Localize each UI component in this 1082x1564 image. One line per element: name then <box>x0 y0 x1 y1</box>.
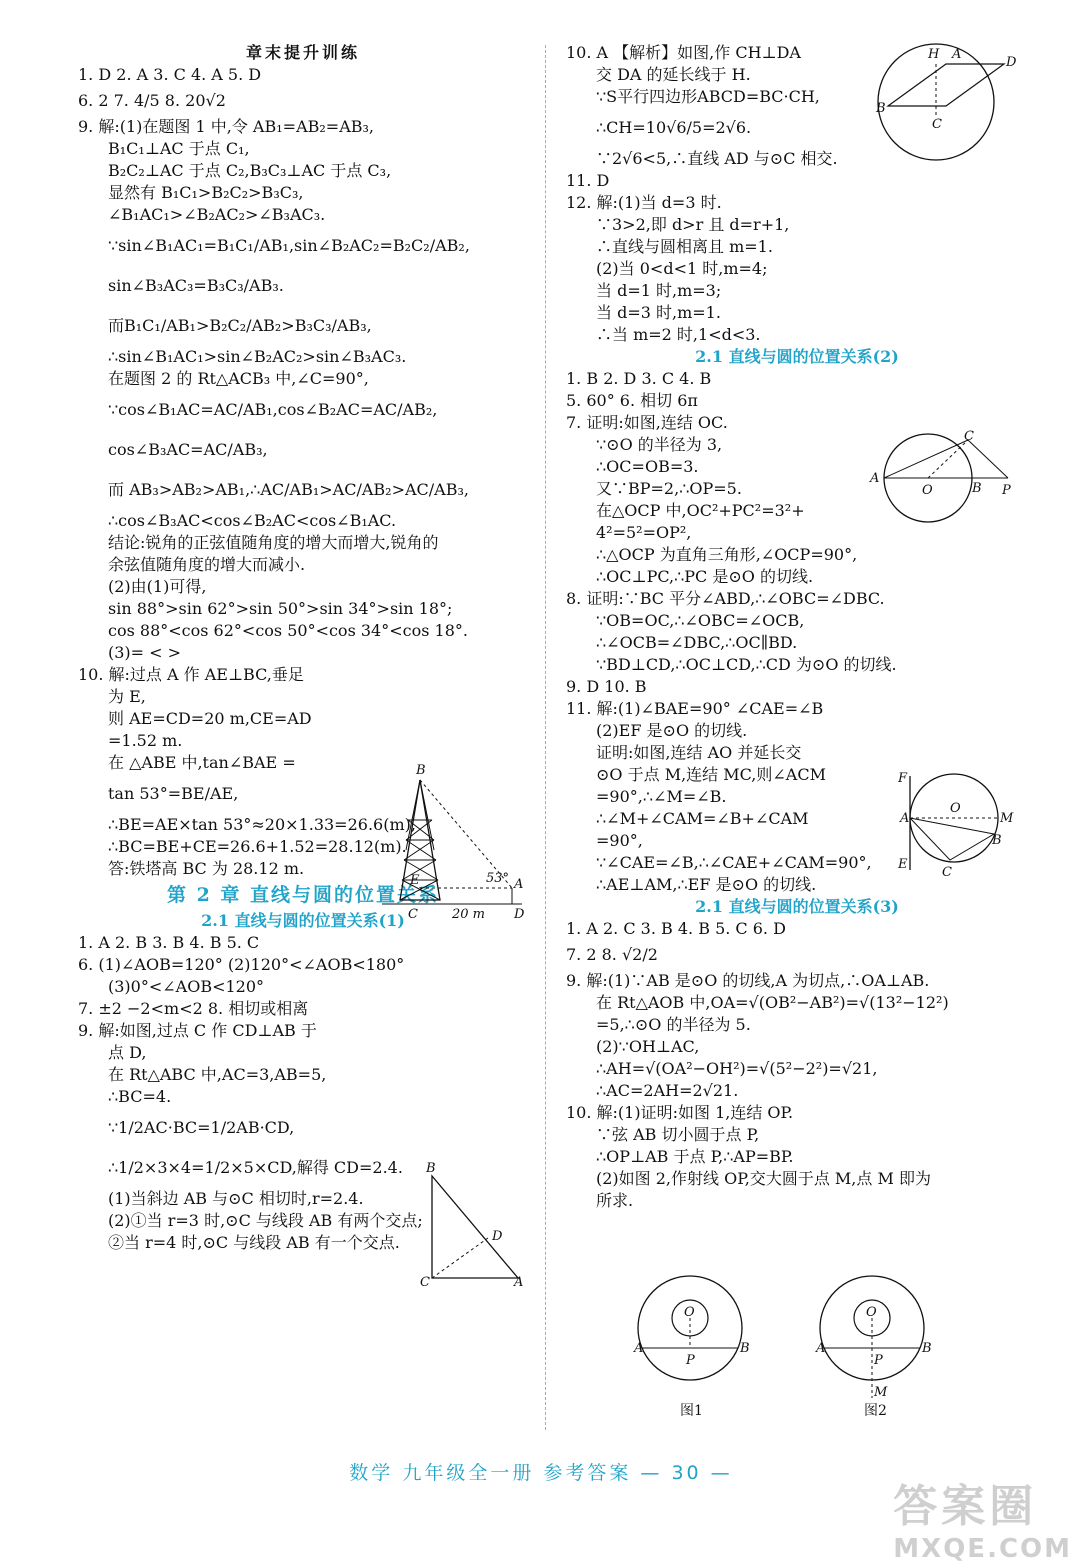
svg-text:B: B <box>992 833 1002 848</box>
right-text-line: ∴OP⊥AB 于点 P,∴AP=BP. <box>596 1147 794 1166</box>
right-text-line: =90°, <box>596 831 643 850</box>
right-text-line: 5. 60° 6. 相切 6π <box>566 391 698 410</box>
right-text-line: ∴∠OCB=∠DBC,∴OC∥BD. <box>596 633 798 652</box>
right-text-line: 10. 解:(1)证明:如图 1,连结 OP. <box>566 1103 794 1122</box>
right-text-line: ∴CH=10√6/5=2√6. <box>596 118 752 137</box>
left-text-line: ∴BC=4. <box>108 1087 172 1106</box>
right-text-line: 所求. <box>596 1191 634 1210</box>
right-text-line: ∵2√6<5,∴直线 AD 与⊙C 相交. <box>596 149 838 168</box>
right-text-line: 当 d=3 时,m=1. <box>596 303 721 322</box>
left-text-line: B₂C₂⊥AC 于点 C₂,B₃C₃⊥AC 于点 C₃, <box>108 161 392 180</box>
left-text-line: 结论:锐角的正弦值随角度的增大而增大,锐角的 <box>108 533 439 552</box>
svg-text:B: B <box>416 763 426 778</box>
svg-text:A: A <box>952 47 962 62</box>
svg-text:A: A <box>870 471 880 486</box>
left-text-line: 7. ±2 −2<m<2 8. 相切或相离 <box>78 999 309 1018</box>
right-text-line: 当 d=1 时,m=3; <box>596 281 722 300</box>
svg-text:E: E <box>898 857 908 872</box>
left-text-line: cos∠B₃AC=AC/AB₃, <box>108 440 268 459</box>
left-text-line: ∠B₁AC₁>∠B₂AC₂>∠B₃AC₃. <box>108 205 326 224</box>
right-text-line: ∵⊙O 的半径为 3, <box>596 435 723 454</box>
svg-text:P: P <box>874 1353 883 1368</box>
right-text-line: 9. 解:(1)∵AB 是⊙O 的切线,A 为切点,∴OA⊥AB. <box>566 971 930 990</box>
left-text-line: ∴BE=AE×tan 53°≈20×1.33=26.6(m), <box>108 815 416 834</box>
left-text-line: ∵sin∠B₁AC₁=B₁C₁/AB₁,sin∠B₂AC₂=B₂C₂/AB₂, <box>108 236 470 255</box>
left-text-line: =1.52 m. <box>108 731 183 750</box>
svg-text:53°: 53° <box>486 871 510 886</box>
svg-text:A: A <box>514 877 524 892</box>
right-text-line: 11. 解:(1)∠BAE=90° ∠CAE=∠B <box>566 699 824 718</box>
svg-text:A: A <box>816 1341 826 1356</box>
right-text-line: ∴∠M+∠CAM=∠B+∠CAM <box>596 809 809 828</box>
right-text-line: ∵BD⊥CD,∴OC⊥CD,∴CD 为⊙O 的切线. <box>596 655 897 674</box>
right-text-line: 证明:如图,连结 AO 并延长交 <box>596 743 802 762</box>
right-text-line: ∵弦 AB 切小圆于点 P, <box>596 1125 760 1144</box>
right-text-line: 7. 2 8. √2/2 <box>566 945 658 964</box>
svg-text:C: C <box>932 117 942 132</box>
concentric-circles-fig1 <box>632 1268 752 1398</box>
left-text-line: 答:铁塔高 BC 为 28.12 m. <box>108 859 305 878</box>
left-text-line: 1. A 2. B 3. B 4. B 5. C <box>78 933 260 952</box>
right-text-line: 在 Rt△AOB 中,OA=√(OB²−AB²)=√(13²−12²) <box>596 993 949 1012</box>
tower-diagram <box>372 760 532 925</box>
left-text-line: sin 88°>sin 62°>sin 50°>sin 34°>sin 18°; <box>108 599 453 618</box>
svg-text:O: O <box>684 1305 695 1320</box>
svg-text:E: E <box>410 873 420 888</box>
left-text-line: (2)①当 r=3 时,⊙C 与线段 AB 有两个交点; <box>108 1211 423 1230</box>
svg-text:P: P <box>1002 483 1011 498</box>
right-text-line: 9. D 10. B <box>566 677 647 696</box>
right-text-line: 11. D <box>566 171 610 190</box>
left-text-line: 6. (1)∠AOB=120° (2)120°<∠AOB<180° <box>78 955 405 974</box>
right-text-line: 又∵BP=2,∴OP=5. <box>596 479 742 498</box>
right-text-line: 1. A 2. C 3. B 4. B 5. C 6. D <box>566 919 786 938</box>
right-text-line: (2)如图 2,作射线 OP,交大圆于点 M,点 M 即为 <box>596 1169 931 1188</box>
right-text-line: ∵∠CAE=∠B,∴∠CAE+∠CAM=90°, <box>596 853 872 872</box>
circle-parallelogram-diagram <box>870 46 1030 166</box>
svg-text:C: C <box>408 907 418 922</box>
right-text-line: 4²=5²=OP², <box>596 523 692 542</box>
right-text-line: 12. 解:(1)当 d=3 时. <box>566 193 722 212</box>
svg-text:D: D <box>514 907 525 922</box>
svg-text:B: B <box>876 101 886 116</box>
right-text-line: 8. 证明:∵BC 平分∠ABD,∴∠OBC=∠DBC. <box>566 589 885 608</box>
svg-text:C: C <box>942 865 952 880</box>
left-text-line: ∴BC=BE+CE=26.6+1.52=28.12(m). <box>108 837 407 856</box>
left-text-line: 10. 解:过点 A 作 AE⊥BC,垂足 <box>78 665 304 684</box>
left-text-line: (2)由(1)可得, <box>108 577 207 596</box>
figure-1-caption: 图1 <box>680 1403 703 1419</box>
left-text-line: 则 AE=CD=20 m,CE=AD <box>108 709 312 728</box>
right-text-line: 1. B 2. D 3. C 4. B <box>566 369 712 388</box>
right-text-line: 交 DA 的延长线于 H. <box>596 65 751 84</box>
page-footer: 数学 九年级全一册 参考答案 — 30 — <box>349 1462 733 1484</box>
svg-text:20 m: 20 m <box>452 907 486 922</box>
right-text-line: ⊙O 于点 M,连结 MC,则∠ACM <box>596 765 826 784</box>
svg-text:C: C <box>964 429 974 444</box>
svg-text:A: A <box>634 1341 644 1356</box>
right-text-line: 2.1 直线与圆的位置关系(2) <box>695 347 899 366</box>
left-text-line: 1. D 2. A 3. C 4. A 5. D <box>78 65 262 84</box>
svg-text:B: B <box>740 1341 750 1356</box>
column-divider <box>545 45 546 1430</box>
svg-text:A: A <box>514 1275 524 1290</box>
right-text-line: =5,∴⊙O 的半径为 5. <box>596 1015 751 1034</box>
watermark <box>893 1470 1072 1564</box>
right-text-line: ∴OC=OB=3. <box>596 457 699 476</box>
left-text-line: ∴sin∠B₁AC₁>sin∠B₂AC₂>sin∠B₃AC₃. <box>108 347 407 366</box>
right-text-line: (2)当 0<d<1 时,m=4; <box>596 259 768 278</box>
left-text-line: 章末提升训练 <box>245 43 360 62</box>
left-text-line: 2.1 直线与圆的位置关系(1) <box>201 911 405 930</box>
concentric-circles-fig2 <box>814 1268 934 1418</box>
left-text-line: 而B₁C₁/AB₁>B₂C₂/AB₂>B₃C₃/AB₃, <box>108 316 372 335</box>
right-text-line: 10. A 【解析】如图,作 CH⊥DA <box>566 43 801 62</box>
left-text-line: ②当 r=4 时,⊙C 与线段 AB 有一个交点. <box>108 1233 400 1252</box>
left-text-line: ∵1/2AC·BC=1/2AB·CD, <box>108 1118 295 1137</box>
svg-text:M: M <box>874 1385 888 1400</box>
left-text-line: ∵cos∠B₁AC=AC/AB₁,cos∠B₂AC=AC/AB₂, <box>108 400 438 419</box>
right-text-line: ∴当 m=2 时,1<d<3. <box>596 325 761 344</box>
svg-text:C: C <box>420 1275 430 1290</box>
left-text-line: (1)当斜边 AB 与⊙C 相切时,r=2.4. <box>108 1189 364 1208</box>
right-text-line: 7. 证明:如图,连结 OC. <box>566 413 728 432</box>
svg-text:D: D <box>492 1229 503 1244</box>
svg-text:O: O <box>866 1305 877 1320</box>
left-text-line: 在 △ABE 中,tan∠BAE = <box>108 753 296 772</box>
svg-text:M: M <box>1000 811 1014 826</box>
left-text-line: B₁C₁⊥AC 于点 C₁, <box>108 139 250 158</box>
svg-text:B: B <box>426 1161 436 1176</box>
watermark-line2: MXQE.COM <box>893 1534 1072 1564</box>
svg-text:D: D <box>1006 55 1017 70</box>
left-text-line: ∴cos∠B₃AC<cos∠B₂AC<cos∠B₁AC. <box>108 511 397 530</box>
left-text-line: 余弦值随角度的增大而减小. <box>108 555 306 574</box>
right-text-line: (2)∵OH⊥AC, <box>596 1037 700 1056</box>
left-text-line: cos 88°<cos 62°<cos 50°<cos 34°<cos 18°. <box>108 621 468 640</box>
left-text-line: 第 2 章 直线与圆的位置关系 <box>166 884 440 906</box>
right-text-line: ∴直线与圆相离且 m=1. <box>596 237 773 256</box>
right-text-line: ∴AC=2AH=2√21. <box>596 1081 739 1100</box>
right-text-line: ∵OB=OC,∴∠OBC=∠OCB, <box>596 611 805 630</box>
svg-text:H: H <box>928 47 940 62</box>
svg-text:O: O <box>922 483 933 498</box>
left-text-line: ∴1/2×3×4=1/2×5×CD,解得 CD=2.4. <box>108 1158 403 1177</box>
left-text-line: 在 Rt△ABC 中,AC=3,AB=5, <box>108 1065 327 1084</box>
right-text-line: ∴△OCP 为直角三角形,∠OCP=90°, <box>596 545 858 564</box>
left-text-line: (3)= < > <box>108 643 182 662</box>
right-column <box>566 42 1028 1212</box>
circle-ef-diagram <box>896 772 1036 892</box>
triangle-diagram <box>420 1160 530 1290</box>
svg-text:B: B <box>972 481 982 496</box>
right-text-line: ∴AE⊥AM,∴EF 是⊙O 的切线. <box>596 875 817 894</box>
left-text-line: 为 E, <box>108 687 146 706</box>
right-text-line: ∴AH=√(OA²−OH²)=√(5²−2²)=√21, <box>596 1059 878 1078</box>
left-text-line: 显然有 B₁C₁>B₂C₂>B₃C₃, <box>108 183 304 202</box>
svg-text:A: A <box>900 811 910 826</box>
left-text-line: sin∠B₃AC₃=B₃C₃/AB₃. <box>108 276 284 295</box>
left-text-line: tan 53°=BE/AE, <box>108 784 239 803</box>
right-text-line: (2)EF 是⊙O 的切线. <box>596 721 748 740</box>
left-text-line: 而 AB₃>AB₂>AB₁,∴AC/AB₁>AC/AB₂>AC/AB₃, <box>108 480 469 499</box>
svg-text:F: F <box>898 771 908 786</box>
right-text-line: =90°,∴∠M=∠B. <box>596 787 727 806</box>
left-text-line: 9. 解:如图,过点 C 作 CD⊥AB 于 <box>78 1021 317 1040</box>
watermark-line1: 答案圈 <box>893 1481 1038 1532</box>
left-column <box>78 42 528 1254</box>
left-text-line: 点 D, <box>108 1043 147 1062</box>
right-text-line: 在△OCP 中,OC²+PC²=3²+ <box>596 501 805 520</box>
svg-text:B: B <box>922 1341 932 1356</box>
left-text-line: 6. 2 7. 4/5 8. 20√2 <box>78 91 226 110</box>
svg-text:P: P <box>686 1353 695 1368</box>
right-text-line: 2.1 直线与圆的位置关系(3) <box>695 897 899 916</box>
right-text-line: ∴OC⊥PC,∴PC 是⊙O 的切线. <box>596 567 814 586</box>
right-text-line: ∵3>2,即 d>r 且 d=r+1, <box>596 215 790 234</box>
circle-tangent-diagram <box>868 430 1018 530</box>
left-text-line: (3)0°<∠AOB<120° <box>108 977 265 996</box>
svg-text:O: O <box>950 801 961 816</box>
left-text-line: 在题图 2 的 Rt△ACB₃ 中,∠C=90°, <box>108 369 369 388</box>
right-text-line: ∵S平行四边形ABCD=BC·CH, <box>596 87 820 106</box>
left-text-line: 9. 解:(1)在题图 1 中,令 AB₁=AB₂=AB₃, <box>78 117 375 136</box>
figure-2-caption: 图2 <box>864 1403 887 1419</box>
